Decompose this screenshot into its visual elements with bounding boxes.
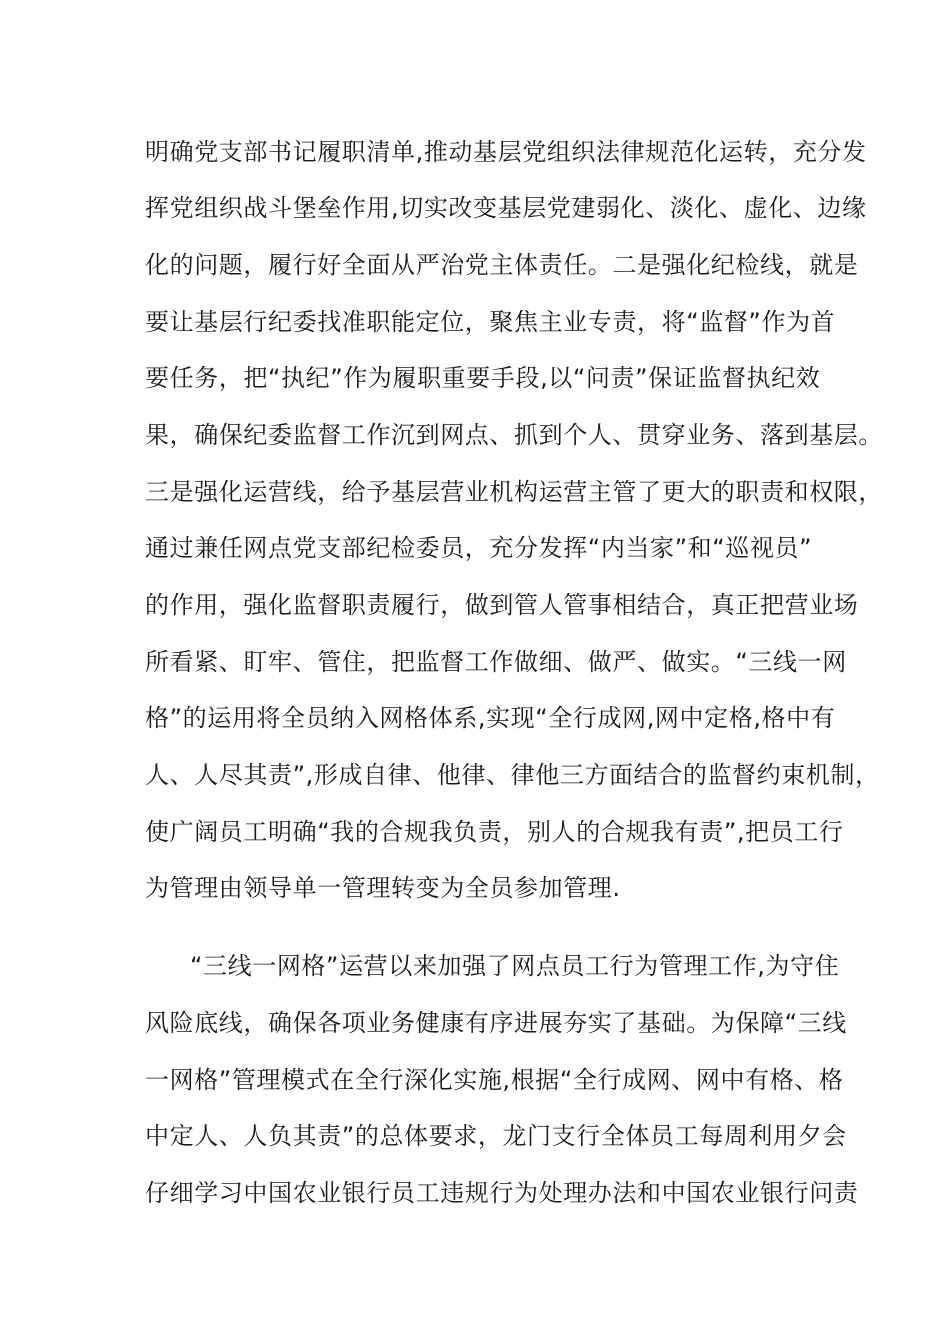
paragraph-1-line-12: 人、人尽其责”,形成自律、他律、律他三方面结合的监督约束机制， (145, 761, 880, 789)
paragraph-2-line-1: “三线一网格”运营以来加强了网点员工行为管理工作,为守住 (190, 952, 840, 980)
paragraph-2-line-5: 仔细学习中国农业银行员工违规行为处理办法和中国农业银行问责 (145, 1179, 859, 1207)
paragraph-2-line-3: 一网格”管理模式在全行深化实施,根据“全行成网、网中有格、格 (145, 1066, 844, 1094)
paragraph-1-line-14: 为管理由领导单一管理转变为全员参加管理. (145, 874, 621, 902)
paragraph-1-line-10: 所看紧、盯牢、管住，把监督工作做细、做严、做实。“三线一网 (145, 648, 847, 676)
paragraph-1-line-4: 要让基层行纪委找准职能定位，聚焦主业专责，将“监督”作为首 (145, 308, 836, 336)
paragraph-1-line-5: 要任务，把“执纪”作为履职重要手段,以“问责”保证监督执纪效 (145, 364, 821, 392)
paragraph-1-line-7: 三是强化运营线，给予基层营业机构运营主管了更大的职责和权限， (145, 478, 883, 506)
paragraph-1-line-9: 的作用，强化监督职责履行，做到管人管事相结合，真正把营业场 (145, 591, 859, 619)
paragraph-1-line-6: 果，确保纪委监督工作沉到网点、抓到个人、贯穿业务、落到基层。 (145, 421, 883, 449)
paragraph-1-line-13: 使广阔员工明确“我的合规我负责，别人的合规我有责”,把员工行 (145, 818, 844, 846)
paragraph-2-line-2: 风险底线，确保各项业务健康有序进展夯实了基础。为保障“三线 (145, 1009, 847, 1037)
paragraph-1-line-11: 格”的运用将全员纳入网格体系,实现“全行成网,网中定格,格中有 (145, 704, 836, 732)
paragraph-1-line-8: 通过兼任网点党支部纪检委员，充分发挥“内当家”和“巡视员” (145, 534, 813, 562)
paragraph-1-line-3: 化的问题，履行好全面从严治党主体责任。二是强化纪检线，就是 (145, 251, 859, 279)
paragraph-1-line-1: 明确党支部书记履职清单,推动基层党组织法律规范化运转，充分发 (145, 138, 867, 166)
paragraph-2-line-4: 中定人、人负其责”的总体要求，龙门支行全体员工每周利用夕会 (145, 1122, 847, 1150)
paragraph-1-line-2: 挥党组织战斗堡垒作用,切实改变基层党建弱化、淡化、虚化、边缘 (145, 194, 867, 222)
